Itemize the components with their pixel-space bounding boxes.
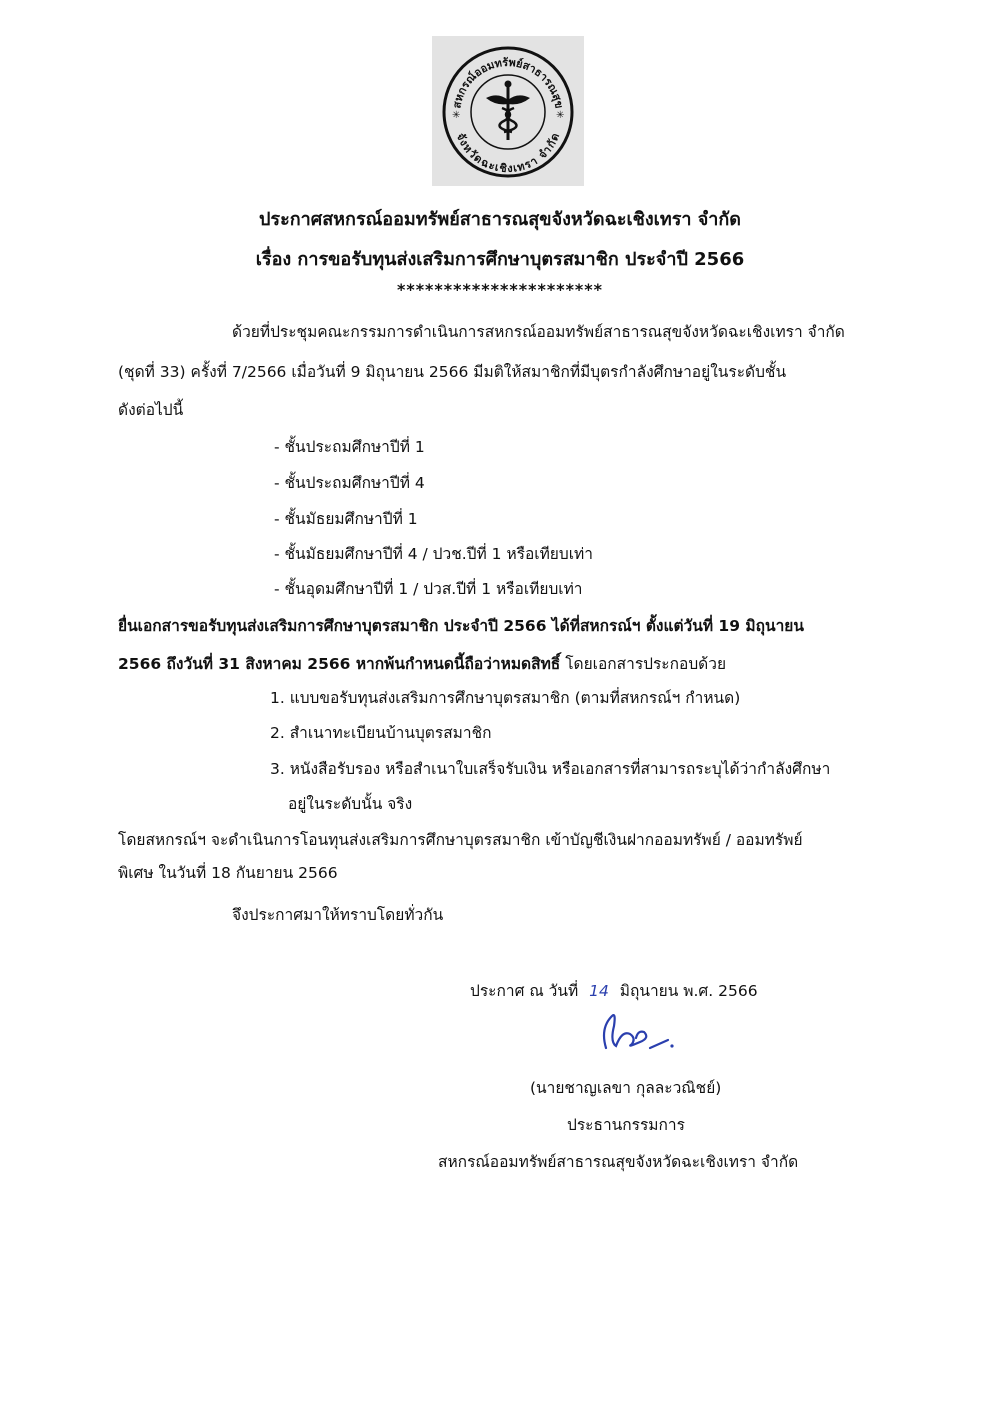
submission-line-2 — [118, 655, 726, 674]
announcement-subject: เรื่อง การขอรับทุนส่งเสริมการศึกษาบุตรสมาชิก ประจำปี 2566 — [255, 249, 745, 270]
level-item: - ชั้นประถมศึกษาปีที่ 4 — [274, 474, 425, 492]
submission-deadline: 2566 ถึงวันที่ 31 สิงหาคม 2566 หากพ้นกำหนดนี้ถือว่าหมดสิทธิ์ — [118, 655, 561, 673]
announcement-title: ประกาศสหกรณ์ออมทรัพย์สาธารณสุขจังหวัดฉะเชิงเทรา จำกัด — [259, 209, 741, 230]
svg-text:✳: ✳ — [556, 110, 565, 121]
level-item: - ชั้นอุดมศึกษาปีที่ 1 / ปวส.ปีที่ 1 หรือเทียบเท่า — [274, 580, 583, 598]
announcement-date — [470, 982, 758, 1001]
title-divider: ********************** — [396, 280, 604, 299]
cooperative-seal — [432, 36, 584, 186]
signature-icon — [592, 1008, 682, 1058]
intro-line-2: (ชุดที่ 33) ครั้งที่ 7/2566 เมื่อวันที่ 9 มิถุนายน 2566 มีมติให้สมาชิกที่มีบุตรกำลังศึกษาอยู่ในระดับชั้น — [118, 363, 787, 381]
date-prefix: ประกาศ ณ วันที่ — [470, 982, 579, 1000]
intro-line-1: ด้วยที่ประชุมคณะกรรมการดำเนินการสหกรณ์ออมทรัพย์สาธารณสุขจังหวัดฉะเชิงเทรา จำกัด — [232, 323, 845, 341]
level-item: - ชั้นประถมศึกษาปีที่ 1 — [274, 438, 425, 456]
signatory-name: (นายชาญเลขา กุลละวณิชย์) — [530, 1079, 722, 1097]
document-item: 2. สำเนาทะเบียนบ้านบุตรสมาชิก — [270, 724, 492, 742]
seal-text-top: สหกรณ์ออมทรัพย์สาธารณสุข — [450, 55, 566, 110]
document-item-continued: อยู่ในระดับนั้น จริง — [288, 795, 413, 813]
closing-statement: จึงประกาศมาให้ทราบโดยทั่วกัน — [232, 906, 444, 924]
intro-line-3: ดังต่อไปนี้ — [118, 401, 184, 419]
seal-text-bottom: จังหวัดฉะเชิงเทรา จำกัด — [453, 131, 563, 176]
signatory-position: ประธานกรรมการ — [567, 1116, 685, 1134]
caduceus-seal-icon — [432, 36, 584, 186]
transfer-line-2: พิเศษ ในวันที่ 18 กันยายน 2566 — [118, 864, 338, 882]
document-item: 3. หนังสือรับรอง หรือสำเนาใบเสร็จรับเงิน หรือเอกสารที่สามารถระบุได้ว่ากำลังศึกษา — [270, 760, 831, 778]
submission-docs-intro: โดยเอกสารประกอบด้วย — [560, 655, 727, 673]
document-item: 1. แบบขอรับทุนส่งเสริมการศึกษาบุตรสมาชิก (ตามที่สหกรณ์ฯ กำหนด) — [270, 689, 741, 707]
submission-line-1: ยื่นเอกสารขอรับทุนส่งเสริมการศึกษาบุตรสมาชิก ประจำปี 2566 ได้ที่สหกรณ์ฯ ตั้งแต่วันที่ 19 มิถุนายน — [118, 617, 804, 635]
level-item: - ชั้นมัธยมศึกษาปีที่ 1 — [274, 510, 418, 528]
signatory-organization: สหกรณ์ออมทรัพย์สาธารณสุขจังหวัดฉะเชิงเทรา จำกัด — [438, 1153, 799, 1171]
level-item: - ชั้นมัธยมศึกษาปีที่ 4 / ปวช.ปีที่ 1 หรือเทียบเท่า — [274, 545, 593, 563]
date-day: 14 — [589, 982, 609, 1000]
date-suffix: มิถุนายน พ.ศ. 2566 — [619, 982, 758, 1000]
transfer-line-1: โดยสหกรณ์ฯ จะดำเนินการโอนทุนส่งเสริมการศึกษาบุตรสมาชิก เข้าบัญชีเงินฝากออมทรัพย์ / ออมทรัพย์ — [118, 831, 803, 849]
svg-text:✳: ✳ — [452, 110, 461, 121]
